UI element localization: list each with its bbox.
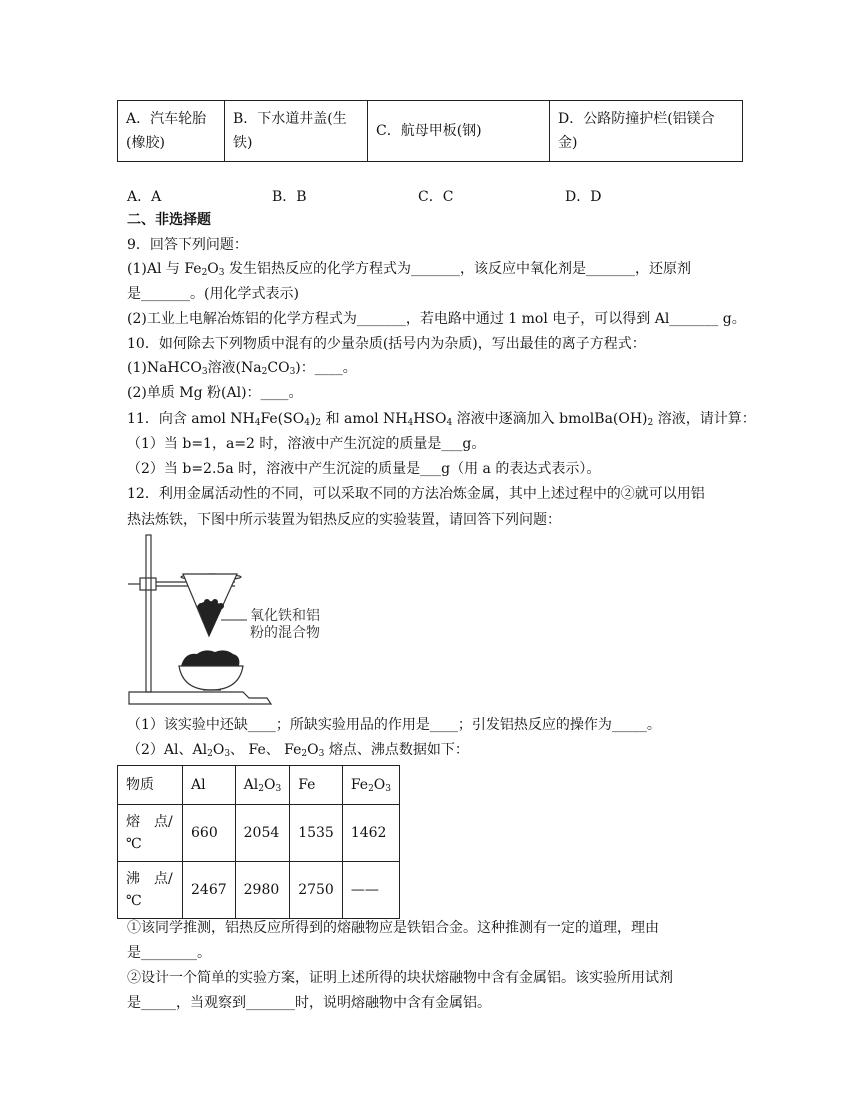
table-row: [118, 862, 400, 919]
option-c-cell: C．航母甲板(钢): [368, 101, 550, 162]
q12-stem-cont: 热法炼铁，下图中所示装置为铝热反应的实验装置，请回答下列问题：: [127, 512, 561, 528]
table-row-label: 熔 点/℃: [118, 805, 183, 862]
table-header-cell: $Al_2O_3$: [235, 766, 290, 805]
table-cell: 1462: [342, 805, 399, 862]
table-row: [118, 101, 743, 162]
q12-part2: （2）Al、$Al_2O_3$、 Fe、 $Fe_2O_3$ 熔点、沸点数据如下：: [127, 742, 469, 759]
figure-label: 氧化铁和铝 粉的混合物: [250, 608, 320, 641]
choice-a: A．A: [127, 189, 162, 205]
q12-conclusion-1-cont: 是________。: [127, 945, 211, 961]
q12-stem: 12．利用金属活动性的不同，可以采取不同的方法冶炼金属，其中上述过程中的②就可以用铝: [127, 486, 705, 502]
q10-stem: 10．如何除去下列物质中混有的少量杂质(括号内为杂质)，写出最佳的离子方程式：: [127, 336, 646, 352]
q9-part1-cont: 是_______。(用化学式表示): [127, 286, 299, 302]
table-cell: 2750: [290, 862, 343, 919]
choice-c: C．C: [418, 189, 454, 205]
choice-b: B．B: [272, 189, 307, 205]
q9-stem: 9．回答下列问题：: [127, 237, 248, 253]
table-header-cell: $Fe_2O_3$: [342, 766, 399, 805]
q10-part2: (2)单质 Mg 粉(Al)：____。: [127, 385, 303, 401]
option-a-cell: A．汽车轮胎(橡胶): [118, 101, 225, 162]
q12-part1: （1）该实验中还缺____；所缺实验用品的作用是____；引发铝热反应的操作为_____。: [127, 717, 661, 733]
q9-part2: (2)工业上电解冶炼铝的化学方程式为_______，若电路中通过 1 mol 电子，可以得到 Al_______ g。: [127, 311, 746, 327]
option-b-cell: B．下水道井盖(生铁): [225, 101, 368, 162]
table-row: [118, 766, 400, 805]
melting-boiling-table: [117, 765, 400, 919]
section-heading: 二、非选择题: [127, 212, 211, 228]
table-cell: 2980: [235, 862, 290, 919]
q12-conclusion-2: ②设计一个简单的实验方案，证明上述所得的块状熔融物中含有金属铝。该实验所用试剂: [127, 970, 673, 986]
table-cell: ——: [342, 862, 399, 919]
table-cell: 1535: [290, 805, 343, 862]
table-cell: 2054: [235, 805, 290, 862]
table-header-cell: Fe: [290, 766, 343, 805]
q11-stem: 11．向含 amol $NH_4Fe(SO_4)_2$ 和 amol $NH_4HSO_4$ 溶液中逐滴加入 $bmolBa(OH)_2$ 溶液，请计算：: [127, 411, 756, 428]
q12-conclusion-2-cont: 是_____，当观察到_______时，说明熔融物中含有金属铝。: [127, 995, 491, 1011]
table-cell: 660: [183, 805, 236, 862]
table-row: [118, 805, 400, 862]
table-header-cell: Al: [183, 766, 236, 805]
options-table: [117, 100, 743, 162]
option-d-cell: D．公路防撞护栏(铝镁合金): [550, 101, 743, 162]
table-cell: 2467: [183, 862, 236, 919]
q11-part1: （1）当 b=1，a=2 时，溶液中产生沉淀的质量是___g。: [127, 436, 486, 452]
q9-part1: (1)Al 与 $Fe_2O_3$ 发生铝热反应的化学方程式为_______，该反应中氧化剂是_______，还原剂: [127, 261, 691, 278]
choice-d: D．D: [565, 189, 602, 205]
q12-conclusion-1: ①该同学推测，铝热反应所得到的熔融物应是铁铝合金。这种推测有一定的道理，理由: [127, 920, 659, 936]
table-row-label: 沸 点/℃: [118, 862, 183, 919]
q11-part2: （2）当 b=2.5a 时，溶液中产生沉淀的质量是___g（用 a 的表达式表示）。: [127, 461, 601, 477]
table-header-cell: 物质: [118, 766, 183, 805]
q10-part1: (1)NaHCO$_3$溶液$(Na_2CO_3)$：____。: [127, 360, 357, 377]
